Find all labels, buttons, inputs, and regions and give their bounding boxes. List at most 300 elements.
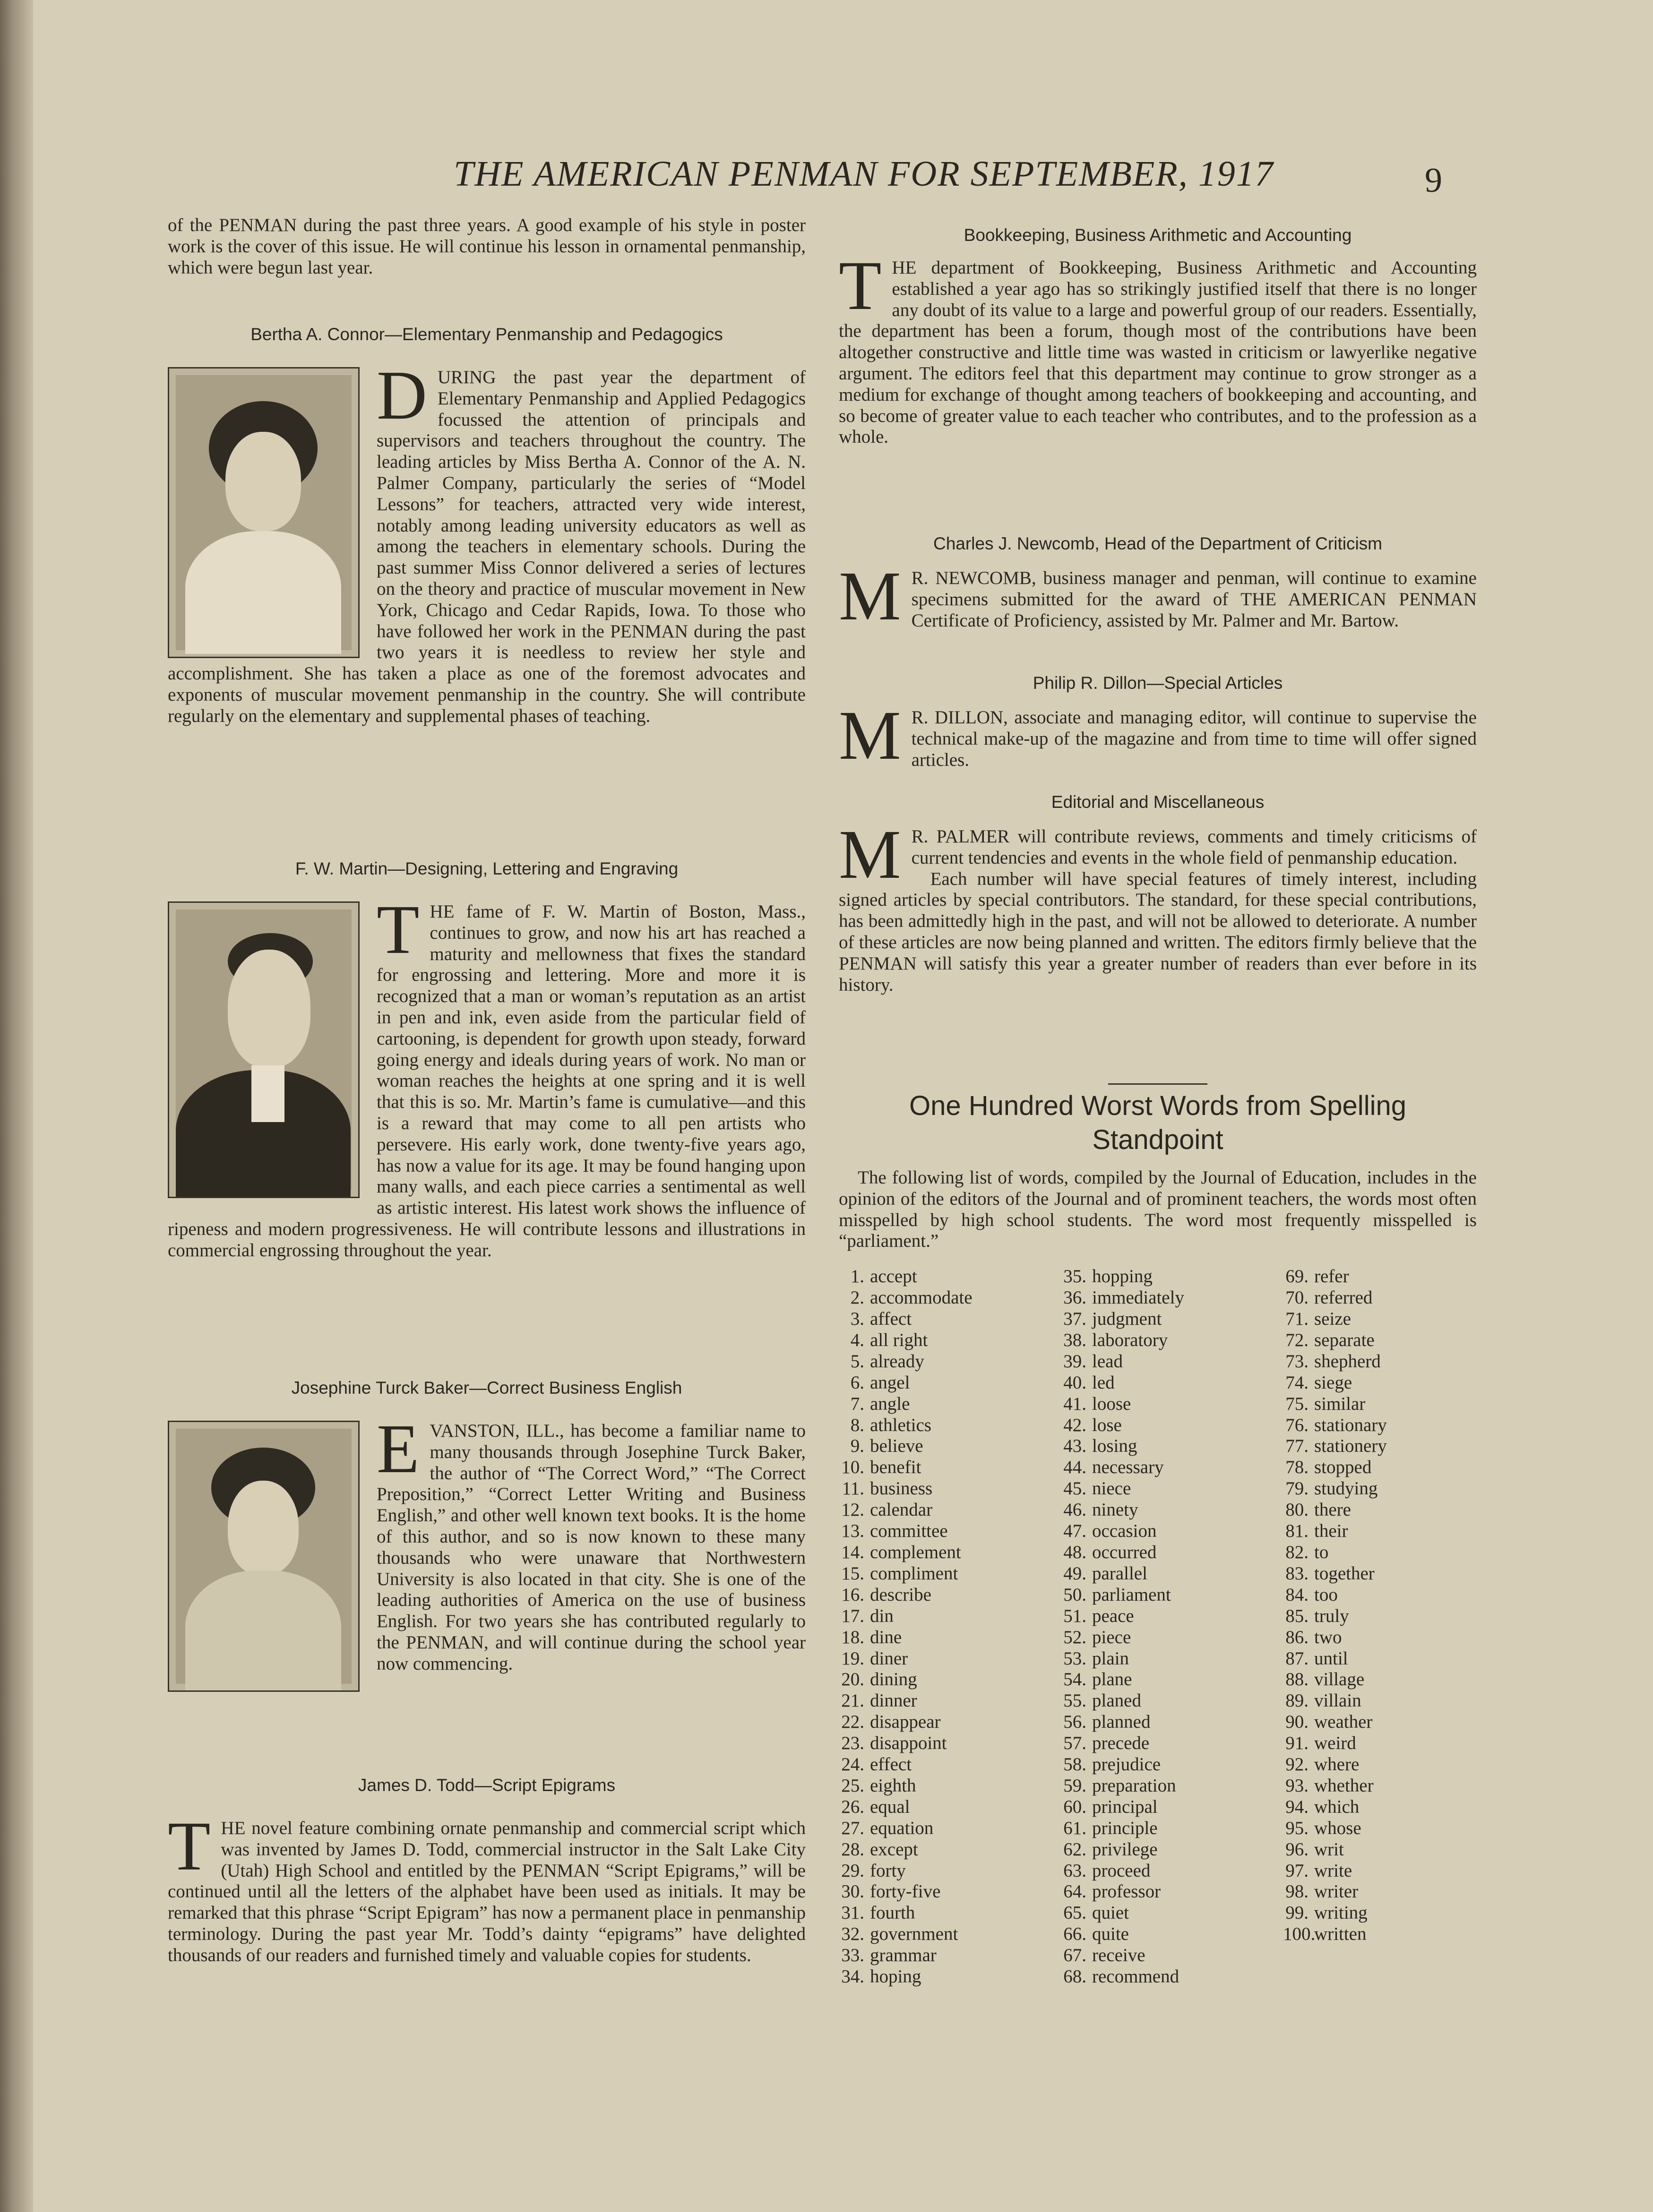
word-number: 37. <box>1063 1309 1086 1329</box>
word-number: 80. <box>1285 1500 1309 1520</box>
word-text: losing <box>1092 1436 1137 1457</box>
word-number: 47. <box>1063 1521 1086 1542</box>
word-item <box>839 1627 973 1648</box>
word-number: 36. <box>1063 1287 1086 1308</box>
word-item <box>1061 1500 1184 1521</box>
word-number: 11. <box>842 1478 864 1499</box>
word-number: 13. <box>841 1521 864 1542</box>
word-number: 49. <box>1063 1563 1086 1584</box>
word-item <box>1283 1372 1387 1394</box>
word-number: 100. <box>1283 1924 1316 1945</box>
word-item <box>1061 1648 1184 1670</box>
word-item <box>1283 1839 1387 1860</box>
word-text: written <box>1314 1924 1367 1945</box>
word-text: weather <box>1314 1712 1373 1732</box>
spelling-intro: The following list of words, compiled by the Journal of Education, includes in the opinion of the editors of the Journal and of prominent teachers, the words most often misspelled by high school students. The word most frequently misspelled is “parliament.” <box>839 1167 1477 1252</box>
word-number: 63. <box>1063 1860 1086 1881</box>
word-item <box>1283 1287 1387 1309</box>
spelling-title-line1: One Hundred Worst Words from Spelling <box>909 1090 1406 1121</box>
baker-paragraph: VANSTON, ILL., has become a familiar name to many thousands through Josephine Turck Baker, the author of “The Correct Word,” “The Correct Preposition,” “Correct Letter Writing and Business English,” and other well known text books. It is the home of this author, and so is now known to these many thousands who were unaware that Northwestern University is also located in that city. She is one of the leading authorities of America on the use of business English. For two years she has contributed regularly to the PENMAN, and will continue during the school year now commencing. <box>377 1421 806 1674</box>
word-item <box>1283 1606 1387 1627</box>
word-item <box>1283 1903 1387 1924</box>
word-number: 84. <box>1285 1584 1309 1605</box>
word-item <box>1283 1563 1387 1585</box>
newcomb-paragraph: R. NEWCOMB, business manager and penman, will continue to examine specimens submitted for the award of THE AMERICAN PENMAN Certificate of Proficiency, assisted by Mr. Palmer and Mr. Bartow. <box>911 568 1477 631</box>
word-number: 88. <box>1285 1669 1309 1690</box>
martin-section <box>168 859 806 1261</box>
word-text: weird <box>1314 1733 1356 1754</box>
word-text: where <box>1314 1754 1360 1775</box>
word-text: laboratory <box>1092 1329 1168 1350</box>
word-text: led <box>1092 1372 1115 1393</box>
word-text: business <box>870 1478 933 1499</box>
baker-title: Josephine Turck Baker—Correct Business English <box>291 1378 682 1398</box>
word-item <box>1283 1754 1387 1775</box>
word-number: 12. <box>841 1500 864 1520</box>
word-item <box>1061 1881 1184 1903</box>
word-item <box>1061 1394 1184 1415</box>
word-item <box>1061 1966 1184 1988</box>
word-text: quiet <box>1092 1903 1129 1923</box>
word-number: 10. <box>841 1457 864 1478</box>
word-item <box>1061 1287 1184 1309</box>
word-text: village <box>1314 1669 1365 1690</box>
word-number: 92. <box>1285 1754 1309 1775</box>
bookkeeping-paragraph: HE department of Bookkeeping, Business Arithmetic and Accounting established a year ago has so strikingly justified itself that there is no longer any doubt of its value to a large and powerful group of our readers. Essentially, the department has been a forum, though most of the contributions have been altogether constructive and little time was wasted in criticism or lawyerlike negative argument. The editors feel that this department may continue to grow stronger as a medium for exchange of thought among teachers of bookkeeping and accounting, and so become of greater value to each teacher who contributes, and to the profession as a whole. <box>839 257 1477 447</box>
binding-gutter <box>0 0 33 2212</box>
word-item <box>839 1945 973 1966</box>
word-item <box>1061 1585 1184 1606</box>
word-item <box>1283 1712 1387 1733</box>
word-number: 43. <box>1063 1436 1086 1457</box>
word-item <box>1061 1415 1184 1436</box>
martin-dropcap: T <box>377 891 420 969</box>
word-text: accept <box>870 1266 917 1287</box>
word-item <box>839 1500 973 1521</box>
word-number: 66. <box>1063 1924 1086 1945</box>
word-number: 75. <box>1285 1393 1309 1414</box>
word-item <box>1283 1309 1387 1330</box>
word-number: 4. <box>850 1329 864 1350</box>
word-number: 52. <box>1063 1627 1086 1647</box>
word-text: disappear <box>870 1712 941 1732</box>
word-item <box>1061 1797 1184 1818</box>
word-number: 45. <box>1063 1478 1086 1499</box>
word-number: 65. <box>1063 1903 1086 1923</box>
word-item <box>1061 1903 1184 1924</box>
word-item <box>1283 1500 1387 1521</box>
word-text: to <box>1314 1542 1329 1562</box>
word-number: 3. <box>850 1309 864 1329</box>
editorial-paragraph: R. PALMER will contribute reviews, comments and timely criticisms of current tendencies and events in the whole field of penmanship education. <box>911 826 1477 868</box>
word-item <box>1061 1860 1184 1882</box>
word-number: 25. <box>841 1775 864 1796</box>
connor-photo <box>168 367 360 658</box>
word-number: 7. <box>850 1393 864 1414</box>
word-number: 73. <box>1285 1351 1309 1372</box>
word-text: calendar <box>870 1500 933 1520</box>
word-text: parliament <box>1092 1584 1171 1605</box>
word-text: separate <box>1314 1329 1375 1350</box>
word-number: 96. <box>1285 1839 1309 1860</box>
word-item <box>839 1266 973 1287</box>
word-item <box>1283 1775 1387 1797</box>
word-item <box>1283 1881 1387 1903</box>
editorial-section <box>839 792 1477 995</box>
word-item <box>1061 1542 1184 1563</box>
word-number: 79. <box>1285 1478 1309 1499</box>
word-item <box>839 1648 973 1670</box>
martin-photo <box>168 901 360 1198</box>
word-number: 57. <box>1063 1733 1086 1754</box>
word-item <box>1283 1394 1387 1415</box>
word-number: 60. <box>1063 1796 1086 1817</box>
word-text: peace <box>1092 1605 1134 1626</box>
word-number: 94. <box>1285 1796 1309 1817</box>
word-number: 55. <box>1063 1690 1086 1711</box>
word-number: 56. <box>1063 1712 1086 1732</box>
editorial-paragraph-2: Each number will have special features of timely interest, including signed articles by special contributors. The standard, for these special contributions, has been admittedly high in the past, and will not be allowed to deteriorate. A number of these articles are now being planned and written. The editors firmly believe that the PENMAN will satisfy this year a greater number of readers than ever before in its history. <box>839 868 1477 995</box>
word-item <box>839 1881 973 1903</box>
word-number: 23. <box>841 1733 864 1754</box>
word-text: parallel <box>1092 1563 1147 1584</box>
word-number: 19. <box>841 1648 864 1669</box>
word-text: recommend <box>1092 1966 1179 1987</box>
bookkeeping-section <box>839 225 1477 448</box>
word-text: prejudice <box>1092 1754 1161 1775</box>
word-text: there <box>1314 1500 1351 1520</box>
word-number: 20. <box>841 1669 864 1690</box>
dillon-dropcap: M <box>839 697 901 774</box>
word-number: 31. <box>841 1903 864 1923</box>
word-text: stationery <box>1314 1436 1387 1457</box>
word-text: plane <box>1092 1669 1132 1690</box>
word-text: privilege <box>1092 1839 1158 1860</box>
word-text: until <box>1314 1648 1348 1669</box>
intro-paragraph: of the PENMAN during the past three years. A good example of his style in poster work is the cover of this issue. He will continue his lesson in ornamental penmanship, which were begun last year. <box>168 215 806 278</box>
word-item <box>1283 1924 1387 1945</box>
word-number: 53. <box>1063 1648 1086 1669</box>
word-number: 93. <box>1285 1775 1309 1796</box>
word-text: believe <box>870 1436 923 1457</box>
word-number: 21. <box>841 1690 864 1711</box>
word-item <box>839 1754 973 1775</box>
word-number: 58. <box>1063 1754 1086 1775</box>
todd-section <box>168 1775 806 1966</box>
word-number: 91. <box>1285 1733 1309 1754</box>
word-text: referred <box>1314 1287 1373 1308</box>
word-number: 1. <box>850 1266 864 1287</box>
word-item <box>1061 1309 1184 1330</box>
word-text: stopped <box>1314 1457 1372 1478</box>
bookkeeping-title: Bookkeeping, Business Arithmetic and Accounting <box>964 225 1352 245</box>
word-text: hoping <box>870 1966 921 1987</box>
word-number: 83. <box>1285 1563 1309 1584</box>
word-item <box>839 1521 973 1542</box>
word-text: dinner <box>870 1690 917 1711</box>
word-text: piece <box>1092 1627 1131 1647</box>
word-number: 70. <box>1285 1287 1309 1308</box>
word-number: 85. <box>1285 1605 1309 1626</box>
word-text: refer <box>1314 1266 1349 1287</box>
word-item <box>839 1860 973 1882</box>
word-text: precede <box>1092 1733 1150 1754</box>
word-number: 69. <box>1285 1266 1309 1287</box>
word-text: proceed <box>1092 1860 1151 1881</box>
word-number: 14. <box>841 1542 864 1562</box>
todd-title: James D. Todd—Script Epigrams <box>358 1775 616 1795</box>
word-text: principle <box>1092 1818 1158 1838</box>
word-number: 78. <box>1285 1457 1309 1478</box>
word-item <box>1061 1521 1184 1542</box>
word-text: similar <box>1314 1393 1366 1414</box>
word-item <box>1283 1797 1387 1818</box>
word-number: 6. <box>850 1372 864 1393</box>
baker-dropcap: E <box>377 1410 420 1488</box>
word-item <box>839 1287 973 1309</box>
word-text: principal <box>1092 1796 1158 1817</box>
word-item <box>1283 1351 1387 1372</box>
word-text: affect <box>870 1309 912 1329</box>
word-number: 81. <box>1285 1521 1309 1542</box>
word-text: loose <box>1092 1393 1131 1414</box>
word-number: 74. <box>1285 1372 1309 1393</box>
word-text: athletics <box>870 1415 931 1435</box>
word-item <box>1283 1627 1387 1648</box>
word-text: disappoint <box>870 1733 947 1754</box>
word-text: villain <box>1314 1690 1361 1711</box>
word-text: quite <box>1092 1924 1129 1945</box>
word-number: 18. <box>841 1627 864 1647</box>
word-item <box>1283 1860 1387 1882</box>
word-text: dining <box>870 1669 917 1690</box>
word-item <box>839 1775 973 1797</box>
word-text: dine <box>870 1627 902 1647</box>
word-item <box>1283 1585 1387 1606</box>
word-text: preparation <box>1092 1775 1176 1796</box>
word-text: writer <box>1314 1881 1359 1902</box>
word-text: studying <box>1314 1478 1378 1499</box>
word-item <box>839 1585 973 1606</box>
word-item <box>839 1372 973 1394</box>
word-text: lead <box>1092 1351 1123 1372</box>
word-text: angle <box>870 1393 910 1414</box>
word-number: 42. <box>1063 1415 1086 1435</box>
word-item <box>839 1712 973 1733</box>
word-text: angel <box>870 1372 910 1393</box>
word-column-3 <box>1283 1266 1387 1945</box>
word-item <box>1061 1266 1184 1287</box>
word-text: planned <box>1092 1712 1151 1732</box>
word-number: 44. <box>1063 1457 1086 1478</box>
word-text: compliment <box>870 1563 958 1584</box>
word-number: 67. <box>1063 1945 1086 1966</box>
editorial-title: Editorial and Miscellaneous <box>1051 792 1265 812</box>
word-item <box>839 1966 973 1988</box>
word-text: except <box>870 1839 918 1860</box>
word-item <box>1061 1690 1184 1712</box>
word-text: occurred <box>1092 1542 1157 1562</box>
word-text: ninety <box>1092 1500 1138 1520</box>
word-text: shepherd <box>1314 1351 1381 1372</box>
word-number: 30. <box>841 1881 864 1902</box>
word-item <box>1061 1606 1184 1627</box>
word-number: 54. <box>1063 1669 1086 1690</box>
word-number: 64. <box>1063 1881 1086 1902</box>
bookkeeping-dropcap: T <box>839 247 882 325</box>
word-item <box>1283 1266 1387 1287</box>
baker-photo <box>168 1421 360 1692</box>
word-item <box>839 1924 973 1945</box>
word-text: occasion <box>1092 1521 1157 1542</box>
dillon-paragraph: R. DILLON, associate and managing editor, will continue to supervise the technical make-up of the magazine and from time to time will offer signed articles. <box>911 707 1477 770</box>
word-item <box>1061 1754 1184 1775</box>
word-text: write <box>1314 1860 1352 1881</box>
word-item <box>839 1690 973 1712</box>
word-number: 15. <box>841 1563 864 1584</box>
word-number: 72. <box>1285 1329 1309 1350</box>
word-number: 50. <box>1063 1584 1086 1605</box>
word-item <box>839 1542 973 1563</box>
word-item <box>1061 1712 1184 1733</box>
word-text: stationary <box>1314 1415 1387 1435</box>
word-column-1 <box>839 1266 973 1988</box>
word-number: 33. <box>841 1945 864 1966</box>
word-number: 8. <box>850 1415 864 1435</box>
word-text: truly <box>1314 1605 1349 1626</box>
word-number: 17. <box>841 1605 864 1626</box>
connor-dropcap: D <box>377 357 427 434</box>
word-number: 62. <box>1063 1839 1086 1860</box>
word-item <box>839 1330 973 1351</box>
word-item <box>1061 1733 1184 1754</box>
martin-title: F. W. Martin—Designing, Lettering and Engraving <box>295 859 679 878</box>
word-text: their <box>1314 1521 1348 1542</box>
word-text: government <box>870 1924 958 1945</box>
word-text: necessary <box>1092 1457 1164 1478</box>
word-text: writ <box>1314 1839 1344 1860</box>
word-number: 51. <box>1063 1605 1086 1626</box>
word-number: 22. <box>841 1712 864 1732</box>
word-item <box>839 1903 973 1924</box>
word-number: 61. <box>1063 1818 1086 1838</box>
word-item <box>839 1797 973 1818</box>
word-item <box>1061 1351 1184 1372</box>
word-item <box>839 1436 973 1457</box>
word-item <box>1061 1457 1184 1478</box>
word-text: eighth <box>870 1775 916 1796</box>
word-text: diner <box>870 1648 908 1669</box>
word-text: which <box>1314 1796 1360 1817</box>
word-number: 27. <box>841 1818 864 1838</box>
connor-paragraph: URING the past year the department of Elementary Penmanship and Applied Pedagogics focussed the attention of principals and supervisors and teachers throughout the country. The leading articles by Miss Bertha A. Connor of the A. N. Palmer Company, particularly the series of “Model Lessons” for teachers, attracted very wide interest, notably among leading university educators as well as among the teachers in elementary schools. During the past summer Miss Connor delivered a series of lectures on the theory and practice of muscular movement in New York, Chicago and Cedar Rapids, Iowa. To those who have followed her work in the PENMAN during the past two years it is needless to review her style and accomplishment. She has taken a place as one of the foremost advocates and exponents of muscular movement penmanship in the country. She will contribute regularly on the elementary and supplemental phases of teaching. <box>168 367 806 726</box>
word-number: 95. <box>1285 1818 1309 1838</box>
word-item <box>1283 1330 1387 1351</box>
word-number: 76. <box>1285 1415 1309 1435</box>
spelling-section <box>839 1089 1477 1994</box>
word-text: planed <box>1092 1690 1141 1711</box>
newcomb-title: Charles J. Newcomb, Head of the Department of Criticism <box>933 534 1382 553</box>
word-number: 90. <box>1285 1712 1309 1732</box>
word-text: plain <box>1092 1648 1129 1669</box>
word-item <box>1283 1542 1387 1563</box>
word-number: 59. <box>1063 1775 1086 1796</box>
word-item <box>839 1457 973 1478</box>
word-number: 77. <box>1285 1436 1309 1457</box>
section-rule <box>1108 1083 1207 1085</box>
word-number: 46. <box>1063 1500 1086 1520</box>
word-item <box>839 1394 973 1415</box>
newcomb-dropcap: M <box>839 557 901 635</box>
word-item <box>1061 1839 1184 1860</box>
word-number: 39. <box>1063 1351 1086 1372</box>
editorial-dropcap: M <box>839 816 901 893</box>
word-text: accommodate <box>870 1287 973 1308</box>
word-number: 16. <box>841 1584 864 1605</box>
word-item <box>1283 1818 1387 1839</box>
word-text: writing <box>1314 1903 1368 1923</box>
word-item <box>1061 1372 1184 1394</box>
word-number: 98. <box>1285 1881 1309 1902</box>
word-text: equation <box>870 1818 934 1838</box>
word-item <box>1061 1436 1184 1457</box>
word-text: receive <box>1092 1945 1145 1966</box>
word-item <box>1061 1563 1184 1585</box>
word-number: 41. <box>1063 1393 1086 1414</box>
word-number: 24. <box>841 1754 864 1775</box>
word-item <box>1283 1436 1387 1457</box>
word-text: professor <box>1092 1881 1161 1902</box>
word-item <box>839 1478 973 1500</box>
word-text: hopping <box>1092 1266 1153 1287</box>
word-text: niece <box>1092 1478 1131 1499</box>
word-number: 99. <box>1285 1903 1309 1923</box>
word-number: 2. <box>850 1287 864 1308</box>
word-item <box>1283 1478 1387 1500</box>
word-item <box>1283 1690 1387 1712</box>
word-item <box>839 1606 973 1627</box>
word-text: forty <box>870 1860 906 1881</box>
word-text: fourth <box>870 1903 915 1923</box>
word-text: siege <box>1314 1372 1352 1393</box>
word-text: effect <box>870 1754 912 1775</box>
word-number: 34. <box>841 1966 864 1987</box>
word-number: 32. <box>841 1924 864 1945</box>
word-number: 40. <box>1063 1372 1086 1393</box>
word-number: 87. <box>1285 1648 1309 1669</box>
word-number: 26. <box>841 1796 864 1817</box>
todd-paragraph: HE novel feature combining ornate penmanship and commercial script which was invented by James D. Todd, commercial instructor in the Salt Lake City (Utah) High School and entitled by the PENMAN “Script Epigrams,” will be continued until all the letters of the alphabet have been used as initials. It may be remarked that this phrase “Script Epigram” has now a permanent place in penmanship terminology. During the past year Mr. Todd’s dainty “epigrams” have delighted thousands of our readers and furnished timely and valuable copies for students. <box>168 1818 806 1965</box>
word-text: committee <box>870 1521 948 1542</box>
word-text: judgment <box>1092 1309 1162 1329</box>
word-text: grammar <box>870 1945 937 1966</box>
word-item <box>1283 1415 1387 1436</box>
martin-paragraph: HE fame of F. W. Martin of Boston, Mass., continues to grow, and now his art has reached a maturity and mellowness that fixes the standard for engrossing and lettering. More and more it is recognized that a man or woman’s reputation as an artist in pen and ink, even aside from the particular field of cartooning, is dependent for growth upon steady, forward going energy and ideals during years of work. No man or woman reaches the heights at one spring and it is well that this is so. Mr. Martin’s fame is cumulative—and this is a reward that may come to all pen artists who persevere. His early work, done twenty-five years ago, has now a value for its age. It may be found hanging upon many walls, and each piece carries a sentimental as well as artistic interest. His latest work shows the influence of ripeness and modern progressiveness. He will contribute lessons and illustrations in commercial engrossing throughout the year. <box>168 901 806 1260</box>
word-number: 82. <box>1285 1542 1309 1562</box>
running-title: THE AMERICAN PENMAN FOR SEPTEMBER, 1917 <box>454 154 1274 194</box>
word-number: 86. <box>1285 1627 1309 1647</box>
word-number: 71. <box>1285 1309 1309 1329</box>
connor-title: Bertha A. Connor—Elementary Penmanship and Pedagogics <box>250 325 723 344</box>
word-item <box>1061 1627 1184 1648</box>
word-item <box>839 1839 973 1860</box>
word-item <box>1061 1818 1184 1839</box>
word-item <box>1061 1924 1184 1945</box>
word-text: together <box>1314 1563 1375 1584</box>
todd-dropcap: T <box>168 1808 211 1885</box>
word-item <box>1283 1669 1387 1690</box>
intro-section <box>168 215 806 278</box>
